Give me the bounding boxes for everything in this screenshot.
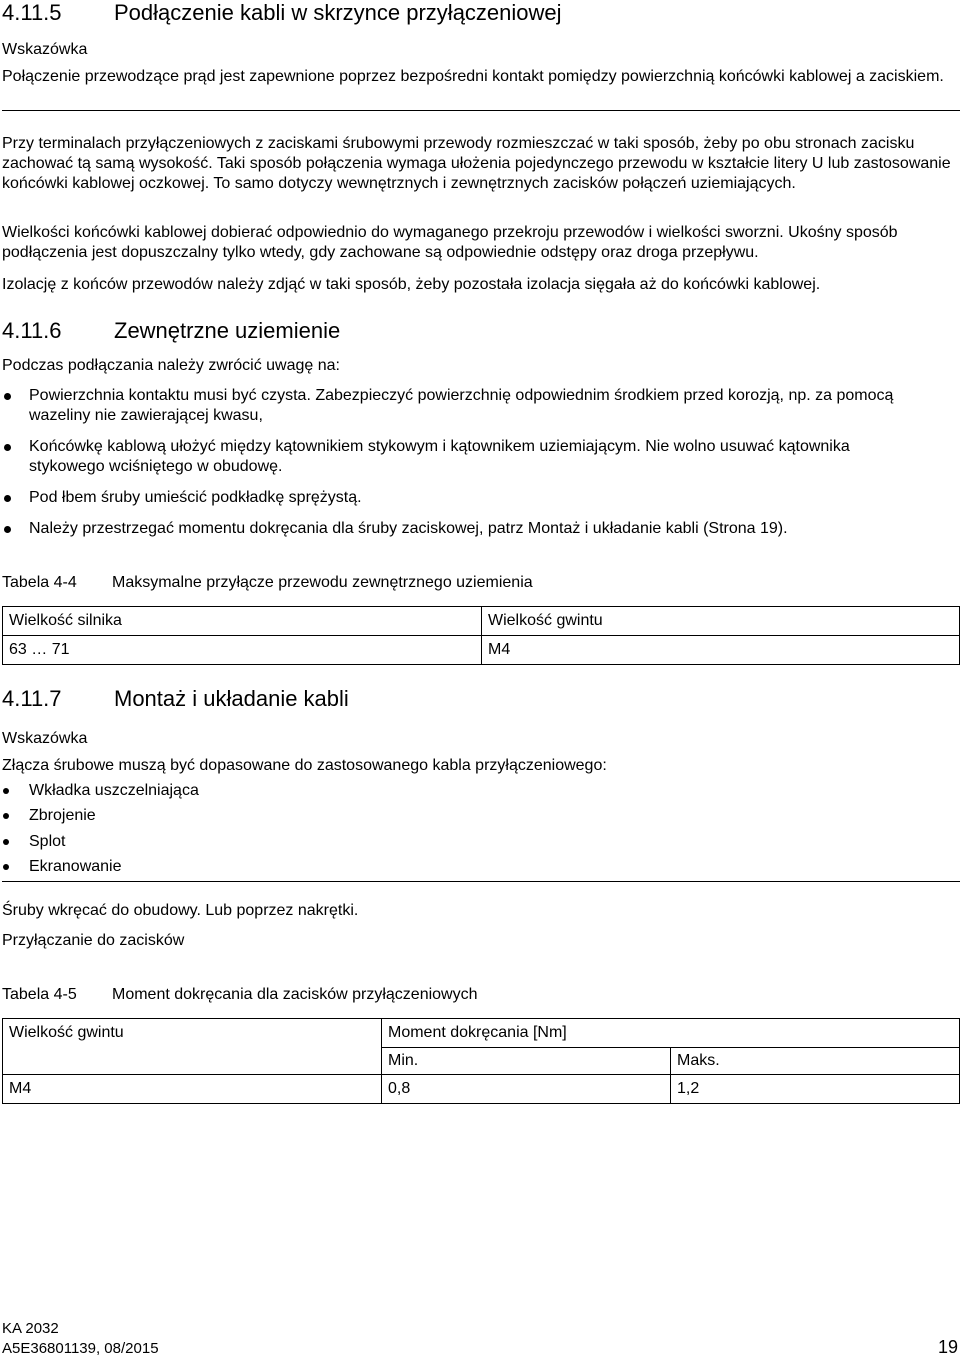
screw-note: Śruby wkręcać do obudowy. Lub poprzez nakrętki. xyxy=(2,902,359,919)
table-cell: 0,8 xyxy=(382,1075,671,1104)
hint-text: Połączenie przewodzące prąd jest zapewnione poprzez bezpośredni kontakt pomiędzy powierzchnią końcówki kablowej a zaciskiem. xyxy=(2,68,944,85)
table-header-cell: Wielkość gwintu xyxy=(482,607,960,636)
page-number: 19 xyxy=(937,1337,958,1357)
hint-label: Wskazówka xyxy=(2,41,88,58)
list-item: Ekranowanie xyxy=(29,858,122,875)
list-item: Wkładka uszczelniająca xyxy=(29,782,199,799)
table-header-cell: Wielkość gwintu xyxy=(3,1019,382,1075)
section-heading-4-11-6 xyxy=(2,318,942,344)
subheading-terminals: Przyłączanie do zacisków xyxy=(2,932,185,949)
table-header-row xyxy=(3,1019,960,1048)
hint-divider xyxy=(2,110,960,111)
hint-divider xyxy=(2,881,960,882)
list-item: Pod łbem śruby umieścić podkładkę sprężystą. xyxy=(29,489,362,506)
table-caption: Moment dokręcania dla zacisków przyłączeniowych xyxy=(112,986,478,1003)
hint-text: Złącza śrubowe muszą być dopasowane do zastosowanego kabla przyłączeniowego: xyxy=(2,757,607,774)
bullet-icon xyxy=(4,526,11,533)
table-header-row xyxy=(3,607,960,636)
footer-doc-id: KA 2032 xyxy=(2,1320,59,1337)
list-item: Zbrojenie xyxy=(29,807,96,824)
bullet-icon xyxy=(3,813,9,819)
table-caption: Maksymalne przyłącze przewodu zewnętrznego uziemienia xyxy=(112,574,533,591)
section-title: Zewnętrzne uziemienie xyxy=(114,318,341,343)
table-cell: M4 xyxy=(482,636,960,665)
paragraph-cable-lugs: Wielkości końcówki kablowej dobierać odpowiednio do wymaganego przekroju przewodów i wielkości sworzni. Ukośny sposób podłączenia jest dopuszczalny tylko wtedy, gdy zachowane są odpowiednie odstępy oraz droga przepływu. xyxy=(2,224,898,261)
grounding-intro: Podczas podłączania należy zwrócić uwagę na: xyxy=(2,357,340,374)
list-item: Końcówkę kablową ułożyć między kątownikiem stykowym i kątownikem uziemiającym. Nie wolno usuwać kątownika stykowego wciśniętego w obudowę. xyxy=(29,438,850,475)
paragraph-insulation: Izolację z końców przewodów należy zdjąć w taki sposób, żeby pozostała izolacja sięgała aż do końcówki kablowej. xyxy=(2,276,821,293)
paragraph-terminals: Przy terminalach przyłączeniowych z zaciskami śrubowymi przewody rozmieszczać w taki sposób, żeby po obu stronach zacisku zachować tą samą wysokość. Taki sposób połączenia wymaga ułożenia pojedynczego przewodu w kształcie litery U lub zastosowanie końcówki kablowej oczkowej. To samo dotyczy wewnętrznych i zewnętrznych zacisków połączeń uziemiających. xyxy=(2,135,951,192)
bullet-icon xyxy=(3,839,9,845)
bullet-icon xyxy=(4,444,11,451)
table-header-cell: Min. xyxy=(382,1048,671,1075)
section-heading-4-11-5 xyxy=(2,0,942,26)
section-heading-4-11-7 xyxy=(2,686,942,712)
table-row xyxy=(3,1075,960,1104)
list-item: Powierzchnia kontaktu musi być czysta. Zabezpieczyć powierzchnię odpowiednim środkiem przed korozją, np. za pomocą wazeliny nie zawierającej kwasu, xyxy=(29,387,894,424)
footer-doc-ref: A5E36801139, 08/2015 xyxy=(2,1340,159,1357)
section-number: 4.11.6 xyxy=(2,318,62,343)
table-header-cell: Wielkość silnika xyxy=(3,607,482,636)
bullet-icon xyxy=(4,393,11,400)
table-header-cell: Maks. xyxy=(671,1048,960,1075)
table-cell: M4 xyxy=(3,1075,382,1104)
table-cell: 1,2 xyxy=(671,1075,960,1104)
section-title: Podłączenie kabli w skrzynce przyłączeniowej xyxy=(114,0,562,25)
bullet-icon xyxy=(3,864,9,870)
table-row xyxy=(3,636,960,665)
section-title: Montaż i układanie kabli xyxy=(114,686,349,711)
bullet-icon xyxy=(4,495,11,502)
list-item: Splot xyxy=(29,833,66,850)
bullet-icon xyxy=(3,788,9,794)
section-number: 4.11.5 xyxy=(2,0,62,25)
table-label: Tabela 4-5 xyxy=(2,986,77,1003)
list-item: Należy przestrzegać momentu dokręcania dla śruby zaciskowej, patrz Montaż i układanie kabli (Strona 19). xyxy=(29,520,788,537)
hint-label: Wskazówka xyxy=(2,730,88,747)
table-label: Tabela 4-4 xyxy=(2,574,77,591)
section-number: 4.11.7 xyxy=(2,686,62,711)
table-cell: 63 … 71 xyxy=(3,636,482,665)
table-header-cell: Moment dokręcania [Nm] xyxy=(382,1019,960,1048)
table-torque xyxy=(2,1018,960,1104)
table-grounding xyxy=(2,606,960,665)
